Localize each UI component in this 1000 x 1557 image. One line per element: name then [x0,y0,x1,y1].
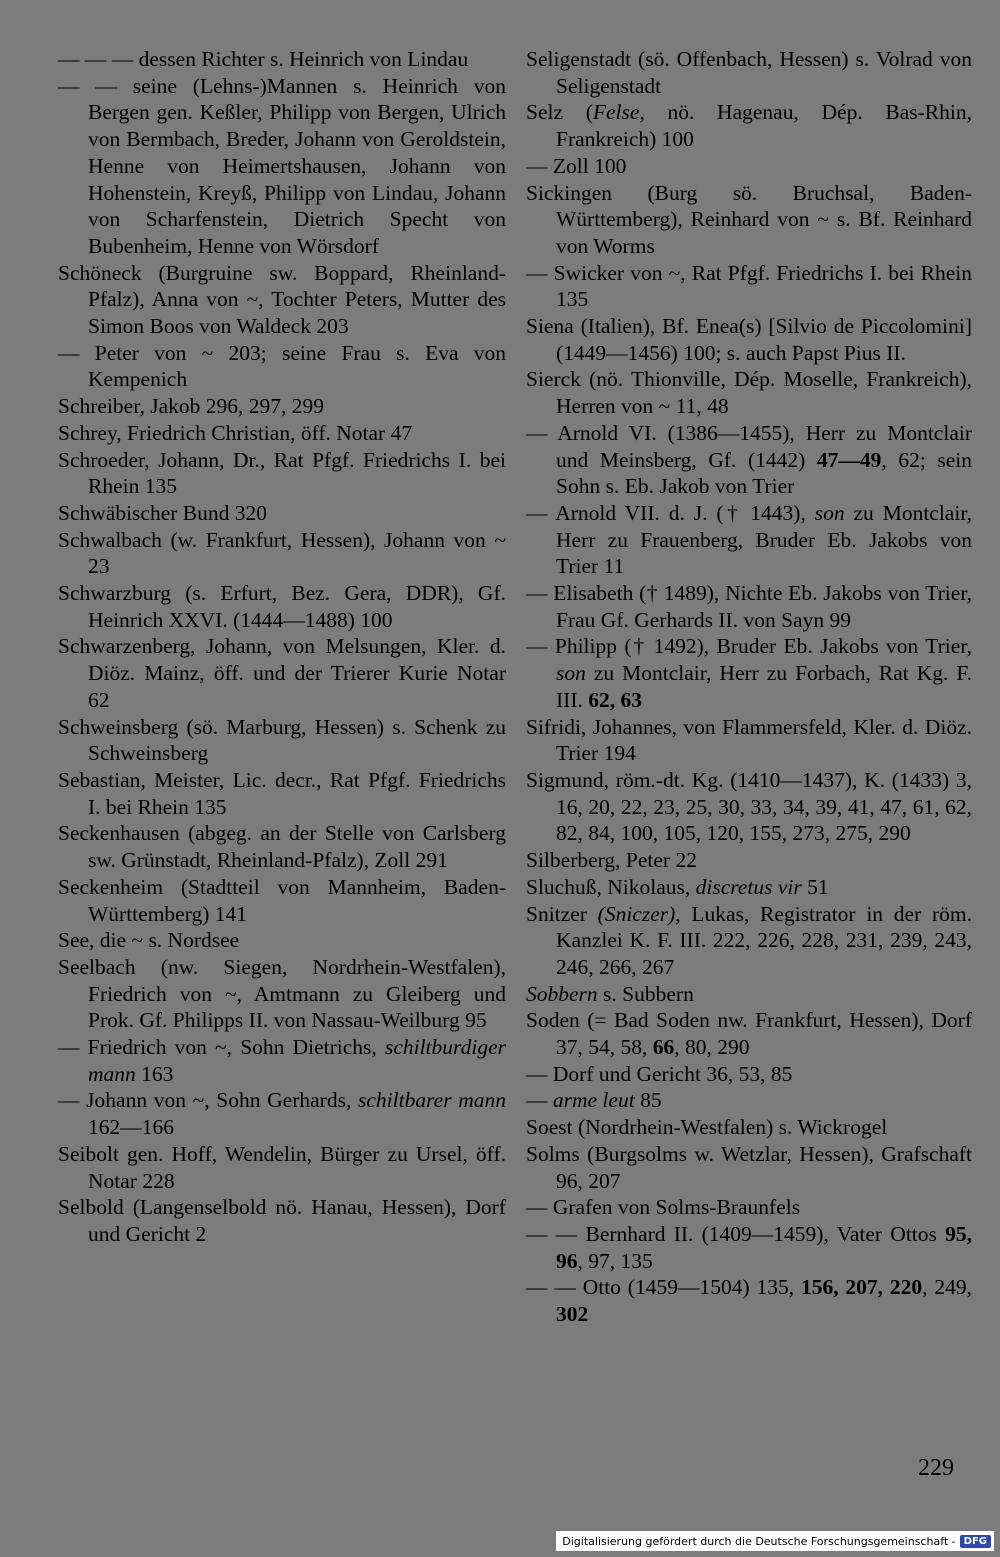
index-entry [526,1194,972,1221]
index-entry [526,46,972,99]
entry-text: Siena (Italien), Bf. Enea(s) [Silvio de Piccolomini] (1449—1456) 100; s. auch Papst Pius II. [526,314,972,365]
entry-text: — Friedrich von ~, Sohn Dietrichs, [58,1035,385,1060]
entry-text: , 97, 135 [577,1248,653,1273]
entry-text: — Philipp († 1492), Bruder Eb. Jakobs von Trier, [526,634,972,659]
entry-text: Schöneck (Burgruine sw. Boppard, Rheinland-Pfalz), Anna von ~, Tochter Peters, Mutter des Simon Boos von Waldeck 203 [58,260,506,339]
entry-text: — Arnold VII. d. J. († 1443), [526,500,815,525]
index-entry [526,420,972,500]
index-entry [58,46,506,73]
entry-text: Schroeder, Johann, Dr., Rat Pfgf. Friedrichs I. bei Rhein 135 [58,447,506,499]
entry-text: , 80, 290 [674,1035,750,1060]
index-entry [526,180,972,260]
page-number: 229 [918,1455,954,1481]
entry-text: son [814,500,845,525]
entry-text: 156, 207, 220 [800,1275,923,1300]
entry-text: See, die ~ s. Nordsee [58,928,240,953]
entry-text: — Peter von ~ 203; seine Frau s. Eva von Kempenich [58,340,506,392]
entry-text: Schwarzburg (s. Erfurt, Bez. Gera, DDR), Gf. Heinrich XXVI. (1444—1488) 100 [58,581,506,632]
index-entry [526,366,972,419]
index-entry [58,340,506,393]
entry-text: 162—166 [88,1115,174,1140]
index-entry [58,1087,506,1140]
index-entry [526,1274,972,1327]
entry-text: — Grafen von Solms-Braunfels [526,1195,801,1220]
entry-text: , nö. Hagenau, Dép. Bas-Rhin, Frankreich) 100 [556,100,972,152]
entry-text: 51 [801,874,829,899]
index-entry [526,767,972,847]
entry-text: Sebastian, Meister, Lic. decr., Rat Pfgf. Friedrichs I. bei Rhein 135 [58,767,506,819]
index-entry [526,1221,972,1274]
index-entry [526,1141,972,1194]
entry-text: Schreiber, Jakob 296, 297, 299 [58,394,325,419]
index-entry [526,153,972,180]
footer-text: Digitalisierung gefördert durch die Deutsche Forschungsgemeinschaft - [562,1534,956,1548]
index-entry [526,1114,972,1141]
entry-text: Sigmund, röm.-dt. Kg. (1410—1437), K. (1433) 3, 16, 20, 22, 23, 25, 30, 33, 34, 39, 41, 47, 61, 62, 82, 84, 100, 105, 120, 155, 273, 275, 290 [526,767,972,846]
entry-text: — [526,1088,553,1113]
index-entry [58,954,506,1034]
index-entry [58,447,506,500]
entry-text: Selz ( [526,100,593,125]
entry-text: 163 [135,1061,174,1086]
entry-text: son [556,661,586,686]
entry-text: Seligenstadt (sö. Offenbach, Hessen) s. Volrad von Seligenstadt [526,47,972,98]
entry-text: Snitzer [526,901,598,926]
entry-text: Sobbern [526,981,598,1006]
entry-text: Seckenhausen (abgeg. an der Stelle von Carlsberg sw. Grünstadt, Rheinland-Pfalz), Zoll 291 [58,821,506,873]
entry-text: 302 [556,1302,589,1327]
index-entry [58,1141,506,1194]
index-entry [526,1007,972,1060]
index-entry [58,714,506,767]
entry-text: — — seine (Lehns-)Mannen s. Heinrich von Bergen gen. Keßler, Philipp von Bergen, Ulrich von Bermbach, Breder, Johann von Geroldstein, Henne von Heimertshausen, Johann von Hohenstein, Kreyß, Philipp von Lindau, Johann von Scharfenstein, Dietrich Specht von Bubenheim, Henne von Wörsdorf [58,73,506,258]
entry-text: Sierck (nö. Thionville, Dép. Moselle, Frankreich), Herren von ~ 11, 48 [526,367,972,419]
entry-text: — Johann von ~, Sohn Gerhards, [58,1088,358,1113]
index-entry [58,580,506,633]
entry-text: Schwarzenberg, Johann, von Melsungen, Kler. d. Diöz. Mainz, öff. und der Trierer Kurie Notar 62 [58,634,506,712]
entry-text: — — — dessen Richter s. Heinrich von Lindau [58,47,469,71]
entry-text: Schwalbach (w. Frankfurt, Hessen), Johann von ~ 23 [58,527,506,579]
entry-text: discretus vir [695,874,802,899]
index-entry [526,633,972,713]
index-entry [526,500,972,580]
entry-text: , Lukas, Registrator in der röm. Kanzlei K. F. III. 222, 226, 228, 231, 239, 243, 246, 266, 267 [556,901,973,979]
entry-text: — Elisabeth († 1489), Nichte Eb. Jakobs von Trier, Frau Gf. Gerhards II. von Sayn 99 [526,581,972,632]
entry-text: (Sniczer) [597,901,676,926]
entry-text: Soest (Nordrhein-Westfalen) s. Wickrogel [526,1115,888,1140]
index-entry [526,260,972,313]
entry-text: Schwäbischer Bund 320 [58,500,267,525]
entry-text: 47—49 [816,447,882,472]
index-entry [58,527,506,580]
index-entry [526,874,972,901]
entry-text: Schrey, Friedrich Christian, öff. Notar 47 [58,420,413,445]
entry-text: zu Montclair, Herr zu Forbach, Rat Kg. F. III. [556,661,972,712]
entry-text: Felse [592,100,640,125]
entry-text: Seckenheim (Stadtteil von Mannheim, Baden-Württemberg) 141 [58,874,506,926]
index-entry [58,73,506,260]
entry-text: Solms (Burgsolms w. Wetzlar, Hessen), Grafschaft 96, 207 [526,1141,972,1193]
index-entry [526,580,972,633]
index-entry [526,99,972,152]
entry-text: , 62; sein Sohn s. Eb. Jakob von Trier [556,447,973,499]
entry-text: — — Otto (1459—1504) 135, [526,1275,801,1300]
index-entry [58,874,506,927]
index-entry [58,1194,506,1247]
index-entry [58,767,506,820]
entry-text: , 249, [922,1275,973,1300]
index-entry [526,1087,972,1114]
index-entry [58,420,506,447]
entry-text: 85 [634,1088,662,1113]
entry-text: schiltburdiger mann [88,1035,506,1086]
index-entry [58,1034,506,1087]
dfg-logo: DFG [960,1535,991,1548]
entry-text: Seibolt gen. Hoff, Wendelin, Bürger zu Ursel, öff. Notar 228 [58,1141,506,1193]
index-entry [526,847,972,874]
entry-text: zu Montclair, Herr zu Frauenberg, Bruder Eb. Jakobs von Trier 11 [556,500,972,579]
entry-text: 62, 63 [588,687,642,712]
entry-text: schiltbarer mann [358,1088,506,1113]
entry-text: Schweinsberg (sö. Marburg, Hessen) s. Schenk zu Schweinsberg [58,714,506,766]
entry-text: — Dorf und Gericht 36, 53, 85 [526,1061,793,1086]
index-entry [58,260,506,340]
index-entry [58,927,506,954]
entry-text: Sickingen (Burg sö. Bruchsal, Baden-Württemberg), Reinhard von ~ s. Bf. Reinhard von Worms [526,180,972,258]
entry-text: Soden (= Bad Soden nw. Frankfurt, Hessen), Dorf 37, 54, 58, [526,1008,972,1060]
index-entry [526,1061,972,1088]
entry-text: Sifridi, Johannes, von Flammersfeld, Kler. d. Diöz. Trier 194 [526,714,972,766]
index-entry [58,820,506,873]
entry-text: Seelbach (nw. Siegen, Nordrhein-Westfalen), Friedrich von ~, Amtmann zu Gleiberg und Prok. Gf. Philipps II. von Nassau-Weilburg 95 [58,954,506,1033]
entry-text: — — Bernhard II. (1409—1459), Vater Ottos [526,1221,946,1246]
index-entry [526,901,972,981]
index-entry [526,981,972,1008]
index-entry [526,714,972,767]
index-entry [526,313,972,366]
entry-text: — Swicker von ~, Rat Pfgf. Friedrichs I. bei Rhein 135 [526,260,972,312]
entry-text: — Arnold VI. (1386—1455), Herr zu Montclair und Meinsberg, Gf. (1442) [526,420,972,472]
entry-text: Selbold (Langenselbold nö. Hanau, Hessen), Dorf und Gericht 2 [58,1195,506,1246]
entry-text: — Zoll 100 [526,153,627,178]
entry-text: Sluchuß, Nikolaus, [526,874,696,899]
index-entry [58,500,506,527]
digitization-footer [556,1531,994,1551]
entry-text: s. Subbern [597,981,694,1006]
entry-text: arme leut [552,1088,635,1113]
index-entry [58,633,506,713]
index-entry [58,393,506,420]
left-column [58,46,506,1248]
entry-text: 95, 96 [556,1221,972,1273]
entry-text: Silberberg, Peter 22 [526,848,697,873]
right-column [526,46,972,1328]
entry-text: 66 [652,1035,675,1060]
